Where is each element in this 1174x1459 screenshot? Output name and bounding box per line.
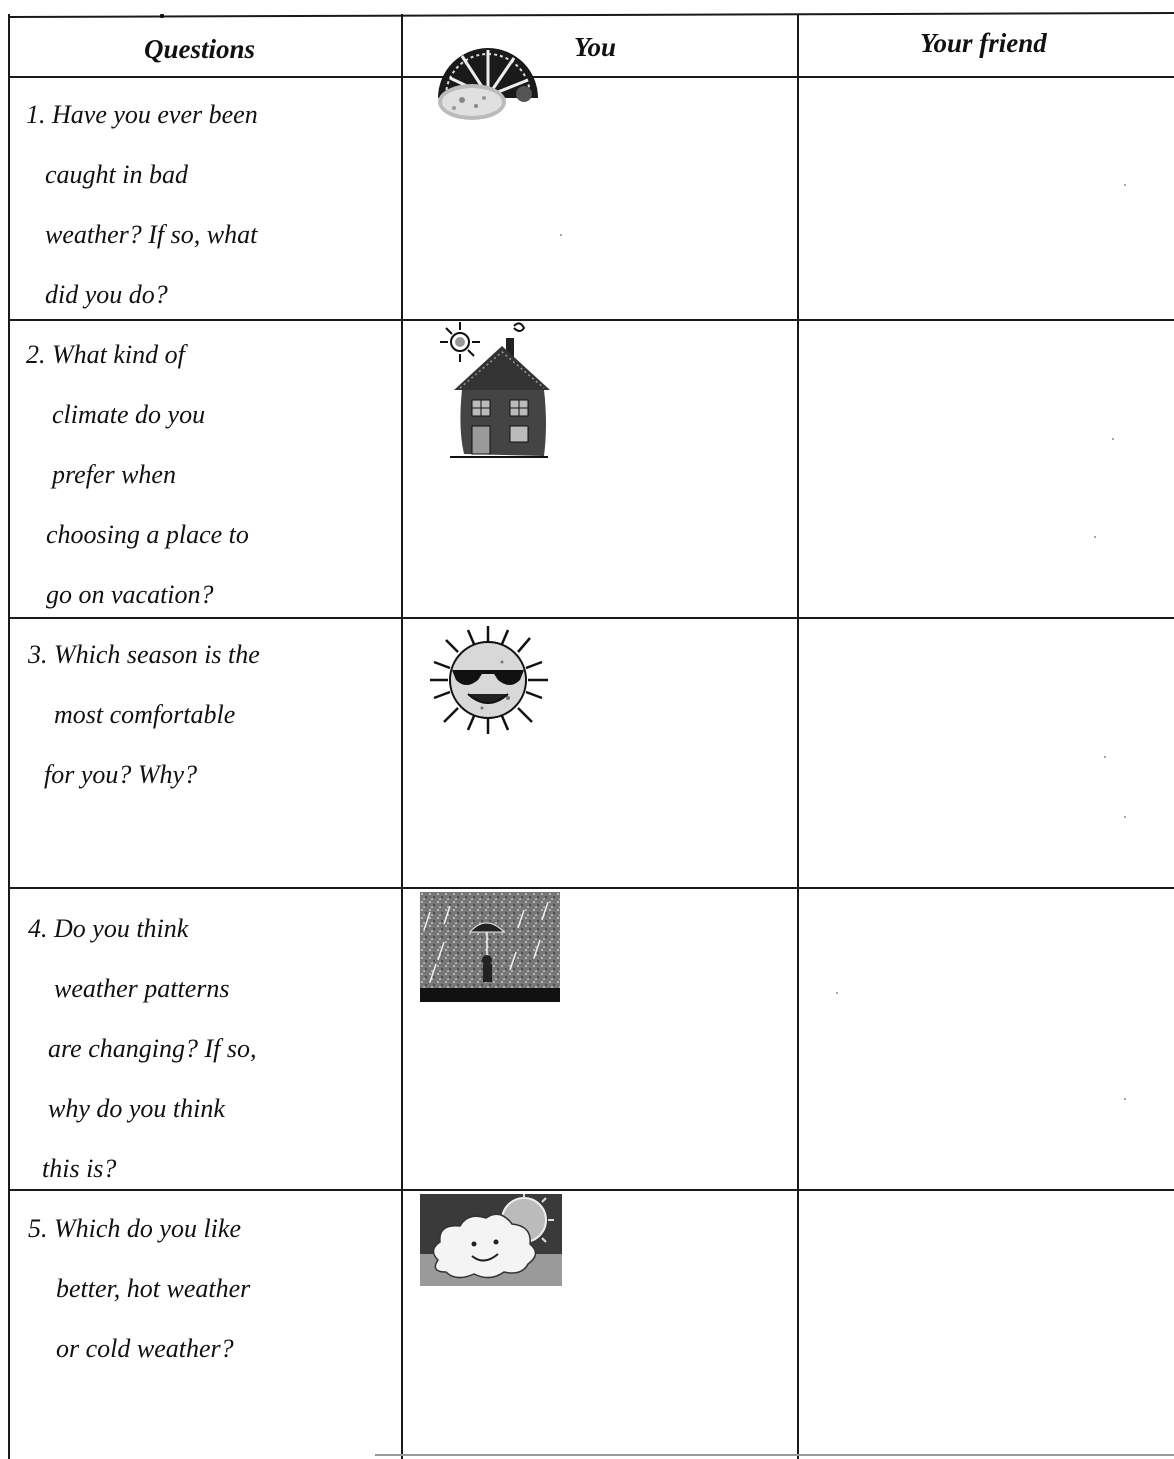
cloud-sun-icon <box>420 1194 562 1286</box>
question-1-line-2: caught in bad <box>45 160 188 189</box>
bottom-edge <box>375 1454 1174 1456</box>
answer-friend-4[interactable] <box>800 890 1174 1188</box>
scan-speck <box>1124 1098 1126 1100</box>
question-1-line-4: did you do? <box>45 280 168 309</box>
scan-speck <box>1112 438 1114 440</box>
question-2-line-2: climate do you <box>52 400 206 429</box>
scan-speck <box>160 14 164 18</box>
scan-speck <box>560 234 562 236</box>
col-divider-1 <box>401 14 403 1459</box>
question-4-line-2: weather patterns <box>54 974 230 1003</box>
header-questions: Questions <box>144 34 256 64</box>
sun-sunglasses-icon <box>422 624 554 736</box>
question-2-line-5: go on vacation? <box>46 580 214 609</box>
left-border <box>8 14 10 1459</box>
col-divider-2 <box>797 14 799 1459</box>
answer-friend-1[interactable] <box>800 79 1174 318</box>
question-4-line-4: why do you think <box>48 1094 225 1123</box>
house-sun-icon <box>436 318 556 460</box>
question-3-line-2: most comfortable <box>54 700 236 729</box>
scan-speck <box>836 992 838 994</box>
row-divider-4 <box>8 1189 1174 1191</box>
table-top-border <box>8 12 1174 18</box>
answer-friend-2[interactable] <box>800 322 1174 616</box>
scan-speck <box>1124 816 1126 818</box>
row-divider-3 <box>8 887 1174 889</box>
row-divider-2 <box>8 617 1174 619</box>
question-5-line-2: better, hot weather <box>56 1274 251 1303</box>
question-4-line-1: 4. Do you think <box>28 914 189 943</box>
question-2-line-1: 2. What kind of <box>26 340 185 369</box>
scan-speck <box>1124 184 1126 186</box>
answer-friend-3[interactable] <box>800 620 1174 886</box>
question-1-line-3: weather? If so, what <box>45 220 258 249</box>
question-1-line-1: 1. Have you ever been <box>26 100 258 129</box>
half-sun-icon <box>432 36 544 124</box>
answer-friend-5[interactable] <box>800 1192 1174 1454</box>
rain-umbrella-icon <box>420 892 560 1004</box>
scan-speck <box>1094 536 1096 538</box>
header-you: You <box>574 32 617 62</box>
question-3-line-1: 3. Which season is the <box>28 640 260 669</box>
header-divider <box>8 76 1174 78</box>
question-5-line-3: or cold weather? <box>56 1334 234 1363</box>
question-4-line-3: are changing? If so, <box>48 1034 257 1063</box>
question-4-line-5: this is? <box>42 1154 117 1183</box>
question-2-line-3: prefer when <box>52 460 176 489</box>
row-divider-1 <box>8 319 1174 321</box>
question-3-line-3: for you? Why? <box>44 760 198 789</box>
scan-speck <box>1104 756 1106 758</box>
header-your-friend: Your friend <box>920 28 1047 58</box>
question-2-line-4: choosing a place to <box>46 520 249 549</box>
question-5-line-1: 5. Which do you like <box>28 1214 241 1243</box>
